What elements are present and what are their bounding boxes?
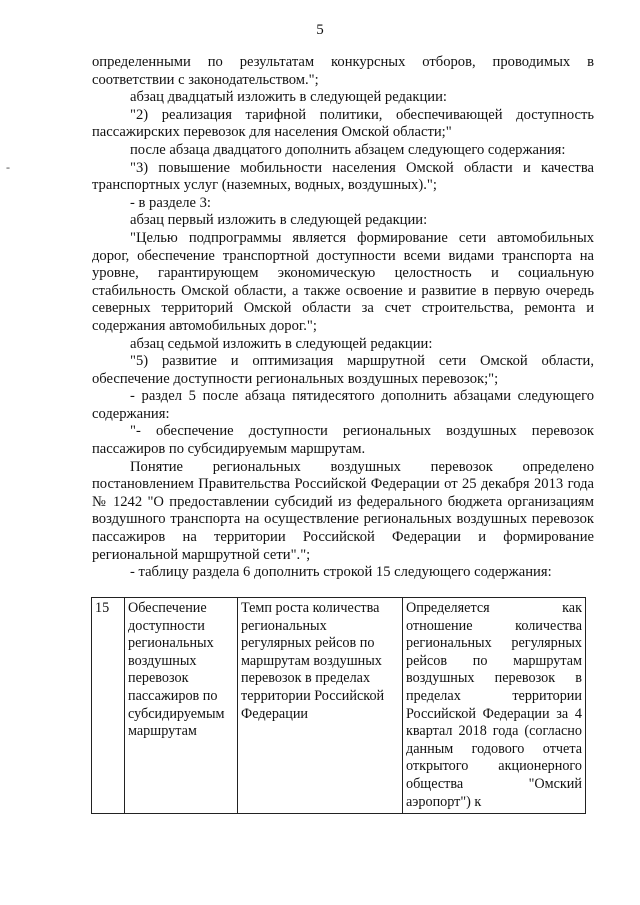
indicator-table (91, 597, 586, 814)
paragraph: после абзаца двадцатого дополнить абзацем следующего содержания: (130, 141, 566, 158)
paragraph: "5) развитие и оптимизация маршрутной сети Омской области, обеспечение доступности региональных воздушных перевозок;"; (92, 353, 594, 387)
paragraph: Понятие региональных воздушных перевозок определено постановлением Правительства Российской Федерации от 25 декабря 2013 года № 1242 "О предоставлении субсидий из федерального бюджета организациям воздушного транспорта на осуществление региональных воздушных перевозок пассажиров на территории Российской Федерации и формирование региональной маршрутной сети"."; (92, 458, 594, 563)
paragraph: абзац первый изложить в следующей редакции: (130, 212, 428, 229)
paragraph: "2) реализация тарифной политики, обеспечивающей доступность пассажирских перевозок для населения Омской области;" (92, 106, 594, 141)
page-number: 5 (316, 22, 324, 38)
paragraph: определенными по результатам конкурсных отборов, проводимых в соответствии с законодательством."; (92, 54, 594, 88)
margin-mark: - (6, 160, 10, 174)
indicator-cell: Темп роста количества региональных регулярных рейсов по маршрутам воздушных перевозок в пределах территории Российской Федерации (238, 598, 403, 814)
method-cell: Определяется как отношение количества региональных регулярных рейсов по маршрутам воздушных перевозок в пределах территории Российской Федерации за 4 квартал 2018 года (согласно данным годового отчета открытого акционерного общества "Омский аэропорт") к (403, 598, 586, 814)
paragraph: "Целью подпрограммы является формирование сети автомобильных дорог, обеспечение транспортной доступности всеми видами транспорта на уровне, гарантирующем экономическую целостность и социальную стабильность Омской области, а также освоение и развитие в первую очередь северных территорий Омской области за счет строительства, ремонта и содержания автомобильных дорог."; (92, 229, 594, 334)
paragraph: - таблицу раздела 6 дополнить строкой 15 следующего содержания: (130, 564, 552, 581)
paragraph: абзац двадцатый изложить в следующей редакции: (130, 89, 447, 106)
paragraph: "- обеспечение доступности региональных воздушных перевозок пассажиров по субсидируемым маршрутам. (92, 423, 594, 458)
paragraph: - в разделе 3: (130, 194, 211, 211)
paragraph: "3) повышение мобильности населения Омской области и качества транспортных услуг (наземных, водных, воздушных)."; (92, 159, 594, 194)
task-cell: Обеспечение доступности региональных воздушных перевозок пассажиров по субсидируемым маршрутам (125, 598, 238, 814)
document-body (92, 54, 594, 582)
paragraph: абзац седьмой изложить в следующей редакции: (130, 335, 433, 352)
row-number-cell: 15 (92, 598, 125, 814)
table-row (92, 598, 586, 814)
paragraph: - раздел 5 после абзаца пятидесятого дополнить абзацами следующего содержания: (92, 388, 594, 422)
